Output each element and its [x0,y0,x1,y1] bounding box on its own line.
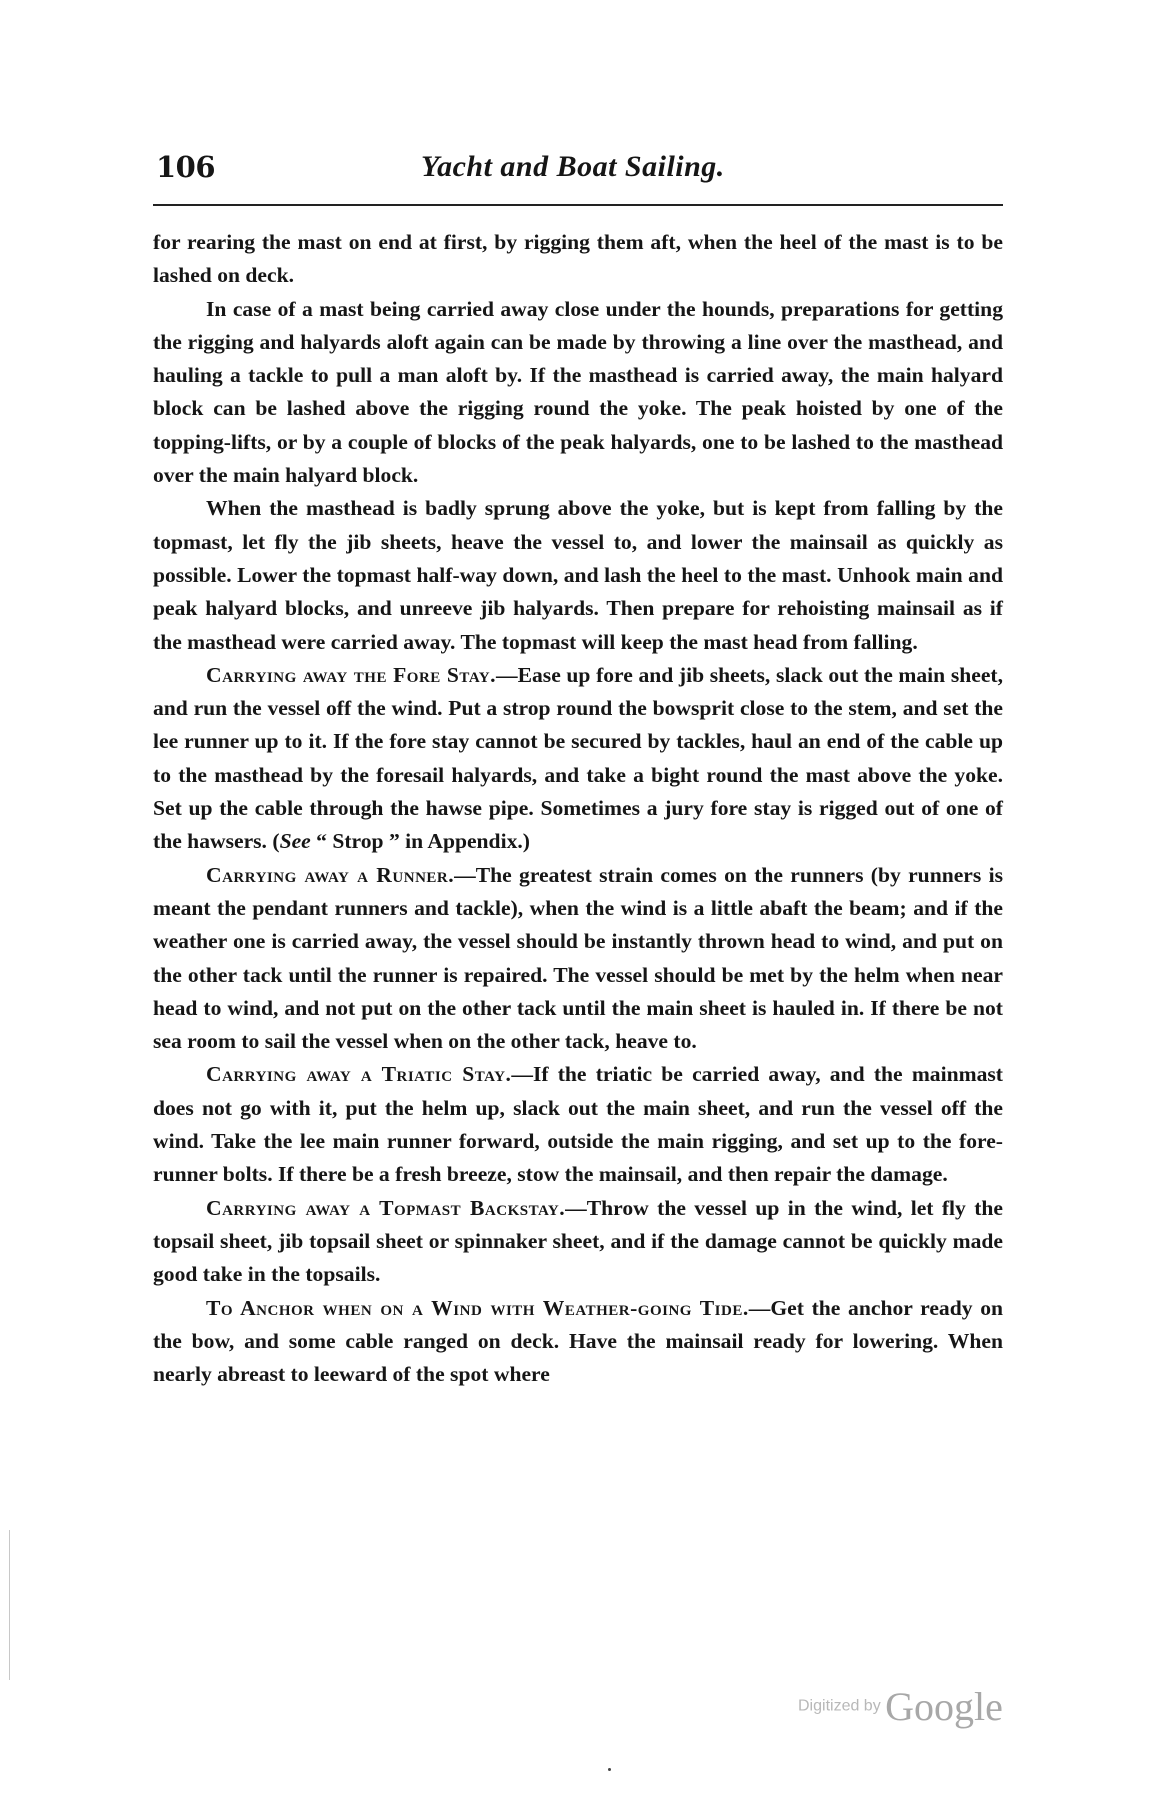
page-number: 106 [156,150,216,184]
paragraph-anchor: To Anchor when on a Wind with Weather-going Tide.—Get the anchor ready on the bow, and some cable ranged on deck. Have the mainsail ready for lowering. When nearly abreast to leeward of the spot where [153,1295,1004,1387]
watermark-prefix: Digitized by [798,1697,881,1715]
paragraph-1: for rearing the mast on end at first, by rigging them aft, when the heel of the mast is to be lashed on deck. [153,230,1003,288]
header-rule [153,204,1003,206]
paragraph-2: In case of a mast being carried away close under the hounds, preparations for getting the rigging and halyards aloft again can be made by throwing a line over the masthead, and hauling a tackle to pull a man aloft by. If the masthead is carried away, the main halyard block can be lashed above the rigging round the yoke. The peak hoisted by one of the topping-lifts, or by a couple of blocks of the peak halyards, one to be lashed to the masthead over the main halyard block. [153,296,1003,488]
paragraph-3: When the masthead is badly sprung above the yoke, but is kept from falling by the topmast, let fly the jib sheets, heave the vessel to, and lower the mainsail as quickly as possible. Lower the topmast half-way down, and lash the heel to the mast. Unhook main and peak halyard blocks, and unreeve jib halyards. Then prepare for rehoisting mainsail as if the masthead were carried away. The topmast will keep the mast head from falling. [153,496,1003,654]
running-title: Yacht and Boat Sailing. [421,150,725,183]
section-heading: Carrying away a Runner. [206,862,455,887]
section-heading: Carrying away the Fore Stay. [206,662,497,687]
paragraph-runner: Carrying away a Runner.—The greatest strain comes on the runners (by runners is meant the pendant runners and tackle), when the wind is a little abaft the beam; and if the weather one is carried away, the vessel should be instantly thrown head to wind, and put on the other tack until the runner is repaired. The vessel should be met by the helm when near head to wind, and not put on the other tack until the main sheet is hauled in. If there be not sea room to sail the vessel when on the other tack, heave to. [153,862,1003,1054]
section-heading: To Anchor when on a Wind with Weather-going Tide. [206,1295,749,1320]
scan-margin-line [9,1530,10,1680]
paragraph-fore-stay: Carrying away the Fore Stay.—Ease up fore and jib sheets, slack out the main sheet, and run the vessel off the wind. Put a strop round the bowsprit close to the stem, and set the lee runner up to it. If the fore stay cannot be secured by tackles, haul an end of the cable up to the masthead by the foresail halyards, and take a bight round the mast above the yoke. Set up the cable through the hawse pipe. Sometimes a jury fore stay is rigged out of one of the hawsers. (See “ Strop ” in Appendix.) [153,662,1003,854]
paragraph-topmast-backstay: Carrying away a Topmast Backstay.—Throw the vessel up in the wind, let fly the topsail sheet, jib topsail sheet or spinnaker sheet, and if the damage cannot be quickly made good take in the topsails. [153,1195,1003,1287]
body-text [153,226,1003,1391]
section-heading: Carrying away a Triatic Stay. [206,1062,512,1087]
page-header [153,150,1003,194]
scan-speck [608,1768,611,1771]
section-heading: Carrying away a Topmast Backstay. [206,1195,566,1220]
google-logo: Google [885,1684,1003,1729]
paragraph-triatic-stay: Carrying away a Triatic Stay.—If the triatic be carried away, and the mainmast does not go with it, put the helm up, slack out the main sheet, and run the vessel off the wind. Take the lee main runner forward, outside the main rigging, and set up to the fore-runner bolts. If there be a fresh breeze, stow the mainsail, and then repair the damage. [153,1062,1003,1187]
digitized-watermark [798,1683,1003,1730]
